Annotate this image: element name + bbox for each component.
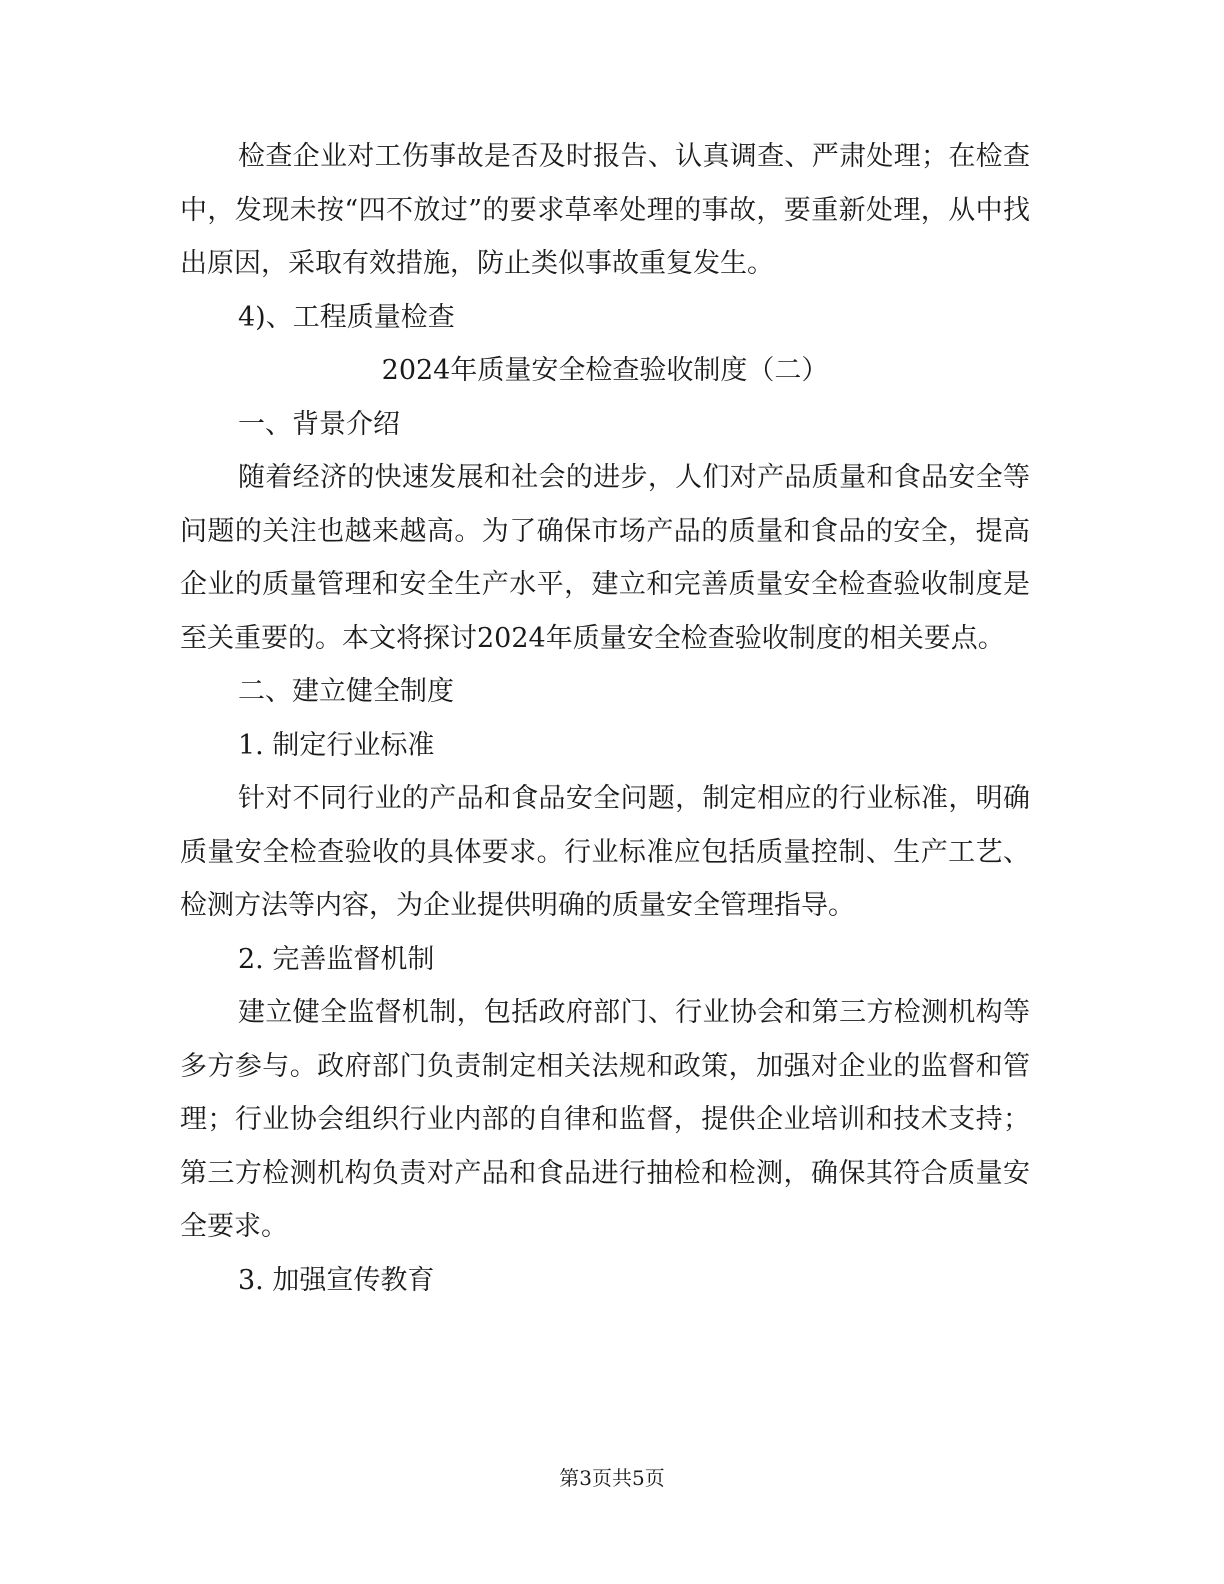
subheading-supervision-mechanism: 2. 完善监督机制 — [238, 943, 435, 975]
subheading-industry-standards: 1. 制定行业标准 — [238, 729, 435, 761]
document-page — [180, 130, 1030, 1307]
paragraph-supervision-mechanism: 建立健全监督机制，包括政府部门、行业协会和第三方检测机构等多方参与。政府部门负责制定相关法规和政策，加强对企业的监督和管理；行业协会组织行业内部的自律和监督，提供企业培训和技术支持；第三方检测机构负责对产品和食品进行抽检和检测，确保其符合质量安全要求。 — [180, 997, 1030, 1242]
paragraph-background: 随着经济的快速发展和社会的进步，人们对产品质量和食品安全等问题的关注也越来越高。为了确保市场产品的质量和食品的安全，提高企业的质量管理和安全生产水平，建立和完善质量安全检查验收制度是至关重要的。本文将探讨2024年质量安全检查验收制度的相关要点。 — [180, 462, 1030, 654]
page-number-footer: 第3页共5页 — [559, 1466, 665, 1490]
paragraph-industry-standards: 针对不同行业的产品和食品安全问题，制定相应的行业标准，明确质量安全检查验收的具体要求。行业标准应包括质量控制、生产工艺、检测方法等内容，为企业提供明确的质量安全管理指导。 — [180, 783, 1030, 921]
section-heading-establish-system: 二、建立健全制度 — [238, 676, 454, 707]
heading-engineering-quality-check: 4)、工程质量检查 — [238, 301, 455, 333]
document-title: 2024年质量安全检查验收制度（二） — [381, 355, 829, 386]
section-heading-background: 一、背景介绍 — [238, 408, 400, 440]
paragraph-accident-handling: 检查企业对工伤事故是否及时报告、认真调查、严肃处理；在检查中，发现未按“四不放过”的要求草率处理的事故，要重新处理，从中找出原因，采取有效措施，防止类似事故重复发生。 — [180, 141, 1030, 279]
subheading-publicity-education: 3. 加强宣传教育 — [238, 1264, 435, 1296]
